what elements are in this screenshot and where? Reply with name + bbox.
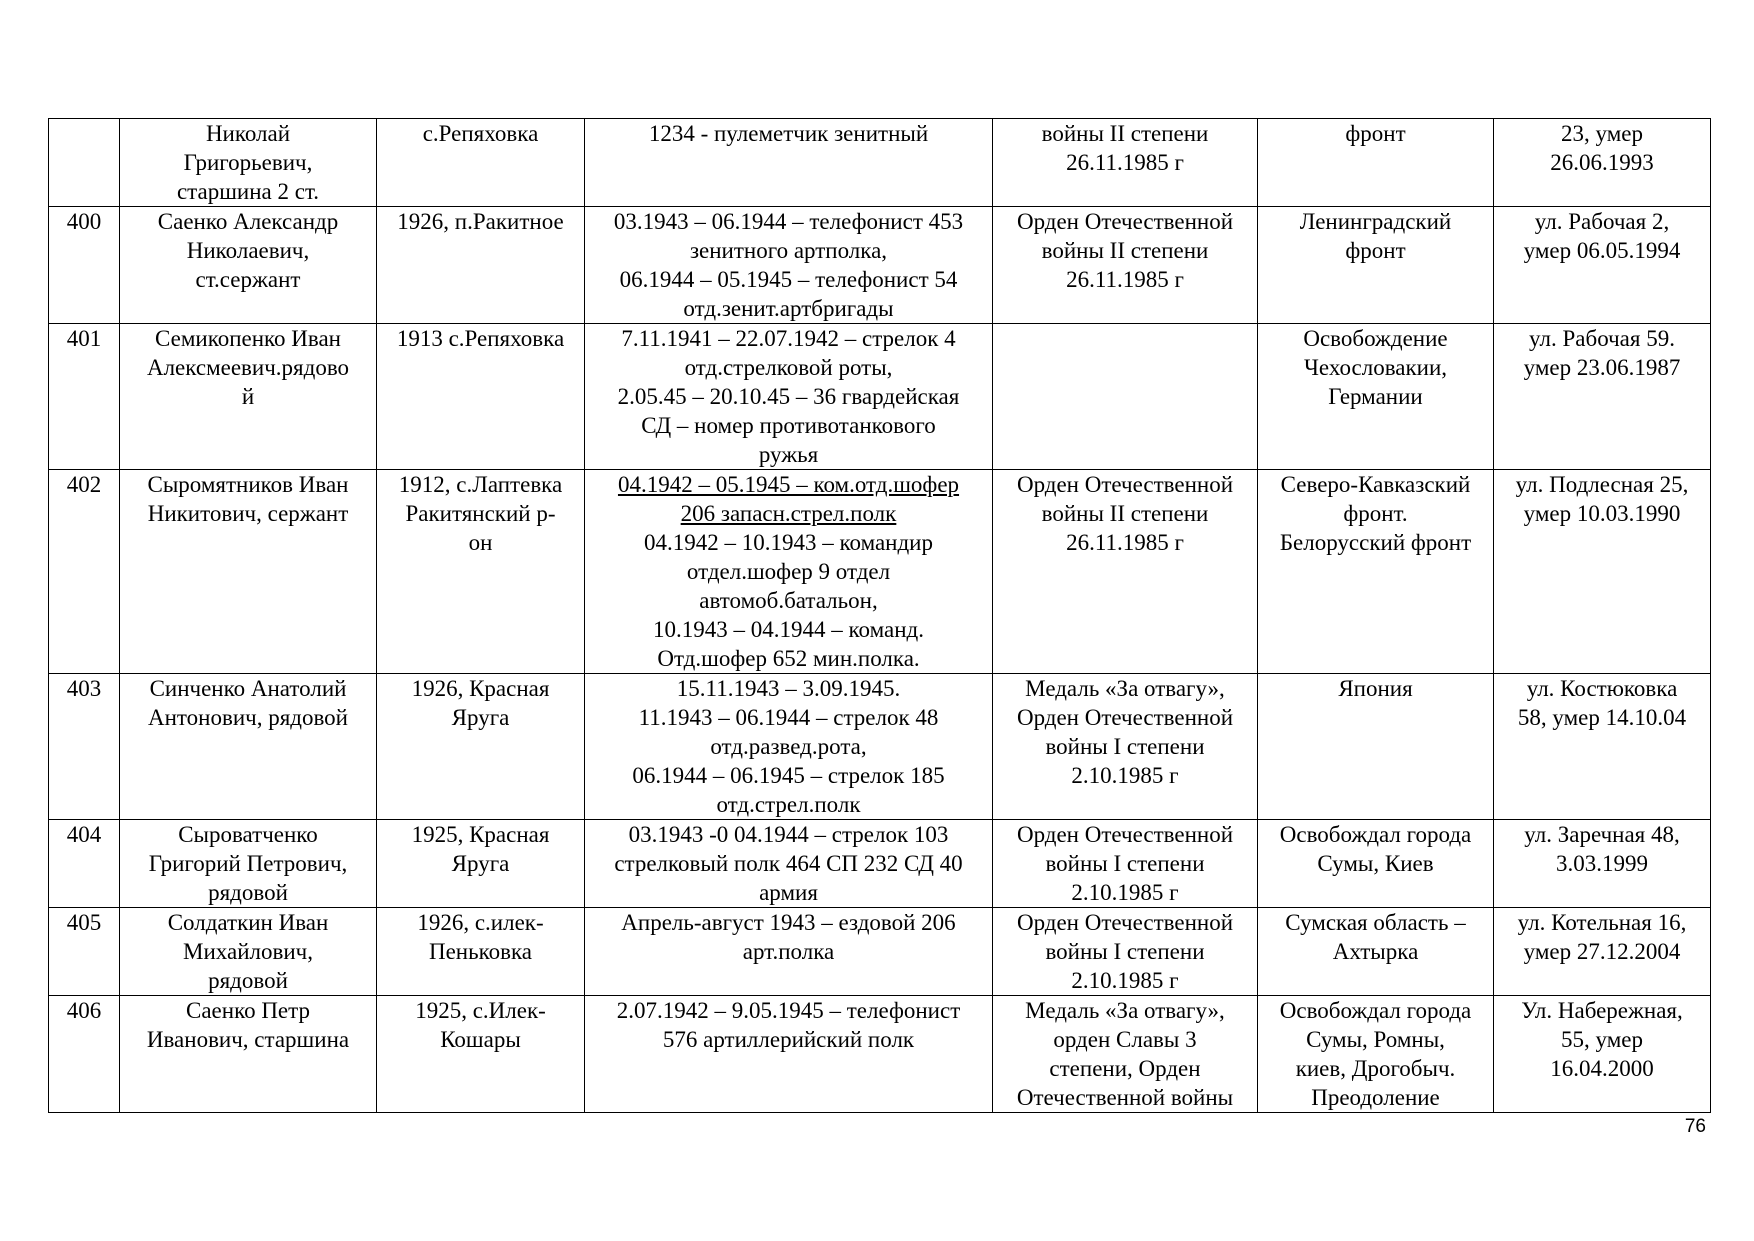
cell-line: 26.11.1985 г	[1066, 267, 1184, 292]
cell-service	[585, 908, 993, 996]
cell-line: ул. Подлесная 25,	[1515, 472, 1689, 497]
cell-line: Ракитянский р-	[405, 501, 556, 526]
cell-line: ст.сержант	[195, 267, 301, 292]
cell-line: войны II степени	[1041, 501, 1209, 526]
cell-front	[1258, 674, 1494, 820]
cell-line: отд.зенит.артбригады	[683, 296, 894, 321]
cell-line: Япония	[1338, 676, 1413, 701]
cell-line: 7.11.1941 – 22.07.1942 – стрелок 4	[621, 326, 956, 351]
cell-awards	[993, 820, 1258, 908]
table-row	[49, 908, 1711, 996]
table-row	[49, 996, 1711, 1113]
table-row	[49, 324, 1711, 470]
cell-birth	[377, 996, 585, 1113]
cell-line: Орден Отечественной	[1016, 910, 1234, 935]
cell-line: степени, Орден	[1049, 1056, 1201, 1081]
cell-line: Сумская область –	[1285, 910, 1466, 935]
cell-line: 206 запасн.стрел.полк	[680, 501, 897, 526]
cell-line: Григорий Петрович,	[148, 851, 348, 876]
cell-line: автомоб.батальон,	[699, 588, 878, 613]
cell-birth	[377, 119, 585, 207]
cell-line: 2.07.1942 – 9.05.1945 – телефонист	[616, 998, 961, 1023]
cell-awards	[993, 674, 1258, 820]
cell-number: 401	[49, 324, 120, 470]
cell-awards	[993, 207, 1258, 324]
cell-line: 26.06.1993	[1550, 150, 1654, 175]
cell-service	[585, 674, 993, 820]
cell-front	[1258, 207, 1494, 324]
cell-line: 04.1942 – 10.1943 – командир	[644, 530, 933, 555]
table-row	[49, 119, 1711, 207]
cell-line: 2.05.45 – 20.10.45 – 36 гвардейская	[617, 384, 960, 409]
cell-line: 55, умер	[1561, 1027, 1643, 1052]
cell-address	[1494, 820, 1711, 908]
cell-line: 03.1943 – 06.1944 – телефонист 453	[613, 209, 964, 234]
cell-front	[1258, 908, 1494, 996]
cell-line: Николаевич,	[186, 238, 310, 263]
cell-line: ул. Заречная 48,	[1524, 822, 1680, 847]
cell-name	[120, 908, 377, 996]
cell-line: Пеньковка	[428, 939, 533, 964]
cell-line: Михайлович,	[183, 939, 313, 964]
cell-line: Семикопенко Иван	[155, 326, 341, 351]
cell-line: 15.11.1943 – 3.09.1945.	[676, 676, 901, 701]
cell-front	[1258, 119, 1494, 207]
cell-line: Орден Отечественной	[1016, 822, 1234, 847]
cell-line: армия	[759, 880, 818, 905]
cell-line: Яруга	[451, 705, 510, 730]
cell-birth	[377, 324, 585, 470]
cell-line: 58, умер 14.10.04	[1517, 705, 1687, 730]
cell-service	[585, 324, 993, 470]
cell-address	[1494, 324, 1711, 470]
cell-line: ул. Костюковка	[1526, 676, 1678, 701]
cell-name	[120, 674, 377, 820]
cell-name	[120, 996, 377, 1113]
cell-line: Освобождал города	[1279, 998, 1472, 1023]
cell-line: Иванович, старшина	[146, 1027, 350, 1052]
cell-line: орден Славы 3	[1053, 1027, 1197, 1052]
cell-line: Медаль «За отвагу»,	[1025, 998, 1225, 1023]
cell-line: 06.1944 – 05.1945 – телефонист 54	[619, 267, 958, 292]
cell-line: отд.стрелковой роты,	[684, 355, 893, 380]
cell-address	[1494, 908, 1711, 996]
cell-line: 1234 - пулеметчик зенитный	[648, 121, 929, 146]
cell-line: с.Репяховка	[422, 121, 539, 146]
cell-line: Ленинградский	[1299, 209, 1452, 234]
cell-line: Освобождал города	[1279, 822, 1472, 847]
cell-birth	[377, 908, 585, 996]
cell-line: 2.10.1985 г	[1071, 763, 1179, 788]
cell-line: фронт	[1345, 238, 1406, 263]
cell-line: Медаль «За отвагу»,	[1025, 676, 1225, 701]
cell-line: 26.11.1985 г	[1066, 530, 1184, 555]
cell-service	[585, 119, 993, 207]
cell-line: Преодоление	[1311, 1085, 1440, 1110]
table-row	[49, 207, 1711, 324]
cell-awards	[993, 324, 1258, 470]
veterans-table-body	[49, 119, 1711, 1113]
cell-birth	[377, 207, 585, 324]
cell-line: старшина 2 ст.	[176, 179, 320, 204]
cell-line: фронт.	[1343, 501, 1408, 526]
cell-line: 1925, с.Илек-	[415, 998, 546, 1023]
cell-line: Антонович, рядовой	[147, 705, 348, 730]
cell-line: 3.03.1999	[1556, 851, 1648, 876]
cell-line: отдел.шофер 9 отдел	[686, 559, 891, 584]
cell-line: Чехословакии,	[1303, 355, 1448, 380]
cell-address	[1494, 674, 1711, 820]
cell-line: войны I степени	[1045, 734, 1205, 759]
cell-line: ружья	[758, 442, 819, 467]
cell-line: 10.1943 – 04.1944 – команд.	[653, 617, 924, 642]
table-row	[49, 674, 1711, 820]
cell-line: 06.1944 – 06.1945 – стрелок 185	[632, 763, 945, 788]
cell-name	[120, 324, 377, 470]
cell-line: Сыромятников Иван	[147, 472, 349, 497]
cell-line: Никитович, сержант	[147, 501, 349, 526]
cell-line: 1925, Красная	[411, 822, 550, 847]
cell-awards	[993, 996, 1258, 1113]
cell-front	[1258, 996, 1494, 1113]
cell-number: 406	[49, 996, 120, 1113]
cell-number: 403	[49, 674, 120, 820]
cell-line: зенитного артполка,	[689, 238, 888, 263]
cell-line: Алексмеевич.рядово	[146, 355, 350, 380]
cell-line: 2.10.1985 г	[1071, 880, 1179, 905]
cell-awards	[993, 119, 1258, 207]
cell-name	[120, 820, 377, 908]
cell-address	[1494, 996, 1711, 1113]
cell-line: рядовой	[208, 968, 288, 993]
cell-line: Отечественной войны	[1016, 1085, 1234, 1110]
cell-line: 26.11.1985 г	[1066, 150, 1184, 175]
cell-line: СД – номер противотанкового	[641, 413, 936, 438]
cell-service	[585, 996, 993, 1113]
cell-line: ул. Рабочая 59.	[1529, 326, 1675, 351]
cell-line: отд.стрел.полк	[716, 792, 861, 817]
cell-number: 405	[49, 908, 120, 996]
cell-line: киев, Дрогобыч.	[1295, 1056, 1456, 1081]
table-row	[49, 470, 1711, 674]
cell-line: Яруга	[451, 851, 510, 876]
cell-birth	[377, 820, 585, 908]
cell-awards	[993, 908, 1258, 996]
cell-line: рядовой	[208, 880, 288, 905]
cell-line: 2.10.1985 г	[1071, 968, 1179, 993]
cell-number: 404	[49, 820, 120, 908]
cell-address	[1494, 207, 1711, 324]
cell-line: Сыроватченко	[178, 822, 318, 847]
cell-name	[120, 119, 377, 207]
cell-line: Синченко Анатолий	[149, 676, 347, 701]
cell-line: умер 06.05.1994	[1523, 238, 1681, 263]
cell-line: Николай	[205, 121, 291, 146]
cell-front	[1258, 470, 1494, 674]
cell-line: 03.1943 -0 04.1944 – стрелок 103	[628, 822, 949, 847]
cell-line: Германии	[1328, 384, 1423, 409]
cell-line: Солдаткин Иван	[167, 910, 329, 935]
cell-awards	[993, 470, 1258, 674]
cell-line: 1926, Красная	[411, 676, 550, 701]
cell-line: 1926, с.илек-	[417, 910, 544, 935]
cell-front	[1258, 324, 1494, 470]
cell-line: арт.полка	[742, 939, 835, 964]
cell-line: 1913 с.Репяховка	[396, 326, 565, 351]
cell-line: Орден Отечественной	[1016, 209, 1234, 234]
cell-birth	[377, 470, 585, 674]
cell-line: стрелковый полк 464 СП 232 СД 40	[614, 851, 963, 876]
cell-line: Освобождение	[1303, 326, 1448, 351]
cell-line: Орден Отечественной	[1016, 472, 1234, 497]
cell-line: Орден Отечественной	[1016, 705, 1234, 730]
cell-line: фронт	[1345, 121, 1406, 146]
cell-line: умер 23.06.1987	[1523, 355, 1681, 380]
cell-line: он	[468, 530, 493, 555]
cell-number	[49, 119, 120, 207]
cell-number: 400	[49, 207, 120, 324]
cell-line: 16.04.2000	[1550, 1056, 1654, 1081]
cell-line: Саенко Петр	[186, 998, 310, 1023]
cell-front	[1258, 820, 1494, 908]
table-row	[49, 820, 1711, 908]
cell-number: 402	[49, 470, 120, 674]
cell-line: Белорусский фронт	[1279, 530, 1472, 555]
cell-line: войны I степени	[1045, 939, 1205, 964]
cell-line: Ул. Набережная,	[1521, 998, 1683, 1023]
cell-line: Саенко Александр	[157, 209, 339, 234]
cell-line: Ахтырка	[1332, 939, 1419, 964]
veterans-table	[48, 118, 1711, 1113]
cell-service	[585, 820, 993, 908]
cell-birth	[377, 674, 585, 820]
page-number: 76	[1684, 1116, 1706, 1137]
cell-line: ул. Котельная 16,	[1517, 910, 1687, 935]
cell-line: отд.развед.рота,	[710, 734, 867, 759]
cell-line: й	[241, 384, 255, 409]
cell-service	[585, 207, 993, 324]
cell-name	[120, 207, 377, 324]
cell-line: 576 артиллерийский полк	[662, 1027, 915, 1052]
cell-line: умер 27.12.2004	[1523, 939, 1681, 964]
cell-line: Апрель-август 1943 – ездовой 206	[621, 910, 956, 935]
cell-line: 04.1942 – 05.1945 – ком.отд.шофер	[617, 472, 960, 497]
cell-line: Сумы, Киев	[1317, 851, 1434, 876]
cell-line: Сумы, Ромны,	[1306, 1027, 1445, 1052]
cell-service	[585, 470, 993, 674]
cell-line: 11.1943 – 06.1944 – стрелок 48	[638, 705, 939, 730]
cell-line: войны II степени	[1041, 121, 1209, 146]
cell-address	[1494, 470, 1711, 674]
cell-line: Григорьевич,	[183, 150, 313, 175]
cell-address	[1494, 119, 1711, 207]
cell-line: Кошары	[440, 1027, 521, 1052]
cell-line: 1926, п.Ракитное	[397, 209, 564, 234]
cell-name	[120, 470, 377, 674]
cell-line: Отд.шофер 652 мин.полка.	[657, 646, 920, 671]
cell-line: 23, умер	[1561, 121, 1643, 146]
cell-line: умер 10.03.1990	[1523, 501, 1681, 526]
cell-line: войны II степени	[1041, 238, 1209, 263]
cell-line: Северо-Кавказский	[1280, 472, 1471, 497]
cell-line: 1912, с.Лаптевка	[398, 472, 563, 497]
cell-line: ул. Рабочая 2,	[1534, 209, 1670, 234]
cell-line: войны I степени	[1045, 851, 1205, 876]
